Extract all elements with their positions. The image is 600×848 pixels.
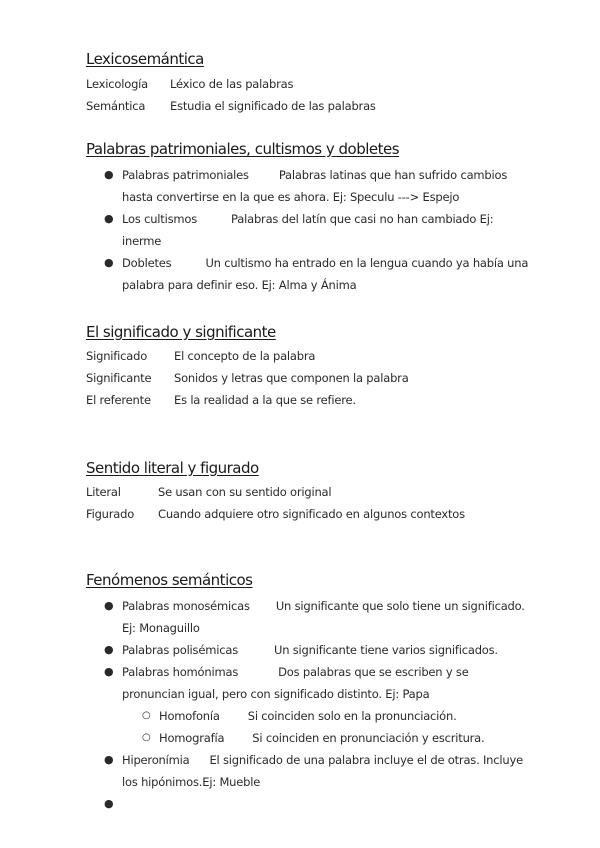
section-significado (86, 322, 556, 411)
row-lexicologia (86, 73, 556, 95)
bullet-icon: ● (104, 256, 114, 269)
definition: El significado de una palabra incluye el de otras. Incluye (209, 753, 523, 767)
list-item-monosemicas (86, 595, 556, 639)
bullet-icon: ● (104, 599, 114, 612)
term: Palabras patrimoniales (122, 168, 249, 182)
definition: Estudia el significado de las palabras (170, 99, 376, 113)
row-significado (86, 345, 556, 367)
circle-bullet-icon: ○ (142, 732, 151, 743)
continuation: Ej: Monaguillo (122, 621, 200, 635)
list-item-homonimas (86, 661, 556, 749)
definition: Se usan con su sentido original (158, 485, 332, 499)
term: Dobletes (122, 256, 172, 270)
definition: Un significante tiene varios significados. (273, 643, 498, 657)
definition: Un cultismo ha entrado en la lengua cuando ya había una (205, 256, 529, 270)
definition: Palabras del latín que casi no han cambiado Ej: (231, 212, 494, 226)
row-figurado (86, 503, 556, 525)
definition: Palabras latinas que han sufrido cambios (278, 168, 508, 182)
definition: Un significante que solo tiene un significado. (275, 599, 525, 613)
definition: Es la realidad a la que se refiere. (174, 393, 356, 407)
circle-bullet-icon: ○ (142, 710, 151, 721)
section-lexicosemantica (86, 49, 556, 117)
section-patrimoniales (86, 139, 556, 296)
term: Significado (86, 349, 148, 363)
list-item-hiperonimia (86, 749, 556, 793)
row-literal (86, 481, 556, 503)
term: Palabras polisémicas (122, 643, 238, 657)
list-item-polisemicas (86, 639, 556, 661)
row-semantica (86, 95, 556, 117)
list-item-empty (86, 793, 556, 815)
heading-patrimoniales: Palabras patrimoniales, cultismos y dobletes (86, 140, 400, 158)
definition: El concepto de la palabra (174, 349, 316, 363)
term: Homofonía (159, 709, 220, 723)
bullet-icon: ● (104, 168, 114, 181)
definition: Dos palabras que se escriben y se (278, 665, 469, 679)
bullet-icon: ● (104, 797, 114, 810)
definition: Cuando adquiere otro significado en algunos contextos (158, 507, 465, 521)
heading-fenomenos: Fenómenos semánticos (86, 571, 253, 589)
term: El referente (86, 393, 151, 407)
term: Literal (86, 485, 121, 499)
continuation: inerme (122, 234, 162, 248)
term: Homografía (159, 731, 225, 745)
row-referente (86, 389, 556, 411)
term: Lexicología (86, 77, 149, 91)
continuation: pronuncian igual, pero con significado distinto. Ej: Papa (122, 687, 430, 701)
section-sentido (86, 458, 556, 525)
continuation: hasta convertirse en la que es ahora. Ej: Speculu ---> Espejo (122, 190, 460, 204)
definition: Si coinciden en pronunciación y escritura. (252, 731, 485, 745)
bullet-icon: ● (104, 212, 114, 225)
term: Palabras monosémicas (122, 599, 250, 613)
heading-sentido: Sentido literal y figurado (86, 459, 259, 477)
definition: Sonidos y letras que componen la palabra (174, 371, 409, 385)
continuation: los hipónimos.Ej: Mueble (122, 775, 261, 789)
row-significante (86, 367, 556, 389)
definition: Si coinciden solo en la pronunciación. (247, 709, 457, 723)
section-fenomenos (86, 570, 556, 815)
list-item-dobletes (86, 252, 556, 296)
continuation: palabra para definir eso. Ej: Alma y Ánima (122, 278, 357, 292)
term: Los cultismos (122, 212, 198, 226)
bullet-icon: ● (104, 643, 114, 656)
heading-lexicosemantica: Lexicosemántica (86, 50, 204, 68)
list-item-cultismos (86, 208, 556, 252)
term: Semántica (86, 99, 146, 113)
heading-significado: El significado y significante (86, 323, 276, 341)
bullet-icon: ● (104, 665, 114, 678)
term: Palabras homónimas (122, 665, 239, 679)
sub-item-homofonia (86, 705, 556, 727)
term: Figurado (86, 507, 135, 521)
definition: Léxico de las palabras (170, 77, 294, 91)
bullet-icon: ● (104, 753, 114, 766)
term: Hiperonímia (122, 753, 190, 767)
sub-item-homografia (86, 727, 556, 749)
term: Significante (86, 371, 152, 385)
list-item-patrimoniales (86, 164, 556, 208)
